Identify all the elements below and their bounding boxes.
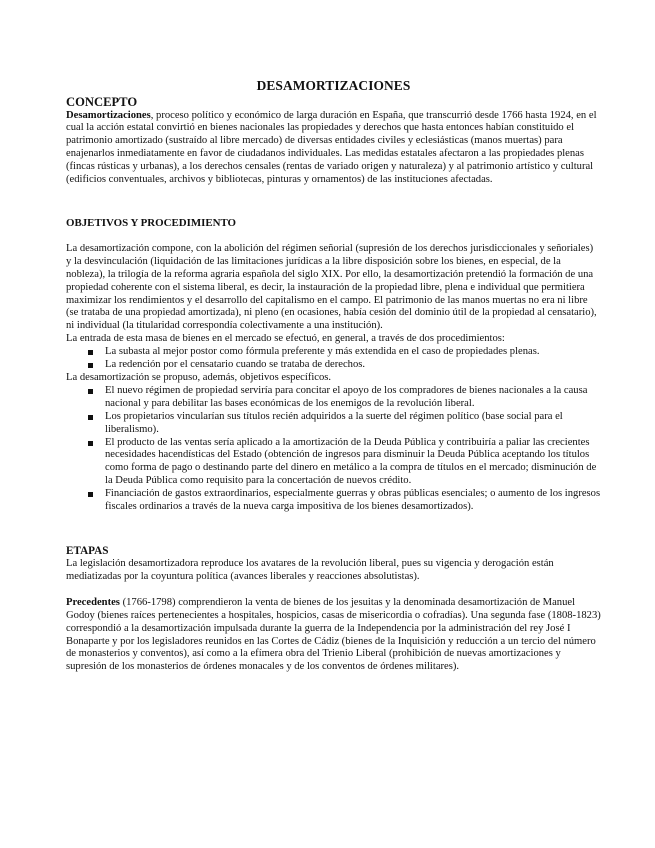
list-item-text: Financiación de gastos extraordinarios, especialmente guerras y obras públicas esenciales; o aumento de los ingresos fiscales ordinarios a través de la nueva carga impositiva de los bienes desamortizados). [105, 488, 601, 513]
list-item [66, 346, 601, 359]
bullet-square-icon [88, 441, 93, 446]
bullet-square-icon [88, 389, 93, 394]
precedentes-term: Precedentes [66, 596, 120, 608]
precedentes-text: (1766-1798) comprendieron la venta de bienes de los jesuitas y la denominada desamortización de Manuel Godoy (bienes raíces pertenecientes a hospitales, hospicios, casas de misericordia o cofradías). Una segunda fase (1808-1823) correspondió a la desamortización impulsada durante la guerra de la Independencia por la administración del rey José I Bonaparte y por los legisladores reunidos en las Cortes de Cádiz (bienes de la Inquisición y reducción a un tercio del número de monasterios y conventos), así como a la efímera obra del Trienio Liberal (prohibición de nuevas amortizaciones y supresión de los monasterios de órdenes monacales y de los conventos de órdenes militares). [66, 596, 601, 673]
concepto-text: , proceso político y económico de larga duración en España, que transcurrió desde 1766 hasta 1924, en el cual la acción estatal convirtió en bienes nacionales las propiedades y derechos que hasta entonces habían constituido el patrimonio amortizado (sustraído al libre mercado) de diversas entidades civiles y eclesiásticas (manos muertas) para enajenarlos inmediatamente en favor de ciudadanos individuales. Las medidas estatales afectaron a las propiedades plenas (fincas rústicas y urbanas), a los derechos censales (rentas de variado origen y naturaleza) y al patrimonio artístico y cultural (edificios conventuales, archivos y bibliotecas, pinturas y ornamentos) de las instituciones afectadas. [66, 109, 597, 186]
list-item-text: La subasta al mejor postor como fórmula preferente y más extendida en el caso de propiedades plenas. [105, 346, 540, 358]
list-item [66, 411, 601, 437]
bullet-square-icon [88, 415, 93, 420]
procedures-list [66, 346, 601, 372]
objetivos-intro-paragraph: La desamortización compone, con la abolición del régimen señorial (supresión de los derechos jurisdiccionales y señoriales) y la desvinculación (liquidación de las limitaciones jurídicas a la libre disposición sobre los bienes, en especial, de la nobleza), la trilogía de la reforma agraria española del siglo XIX. Por ello, la desamortización pretendió la formación de una propiedad coherente con el sistema liberal, es decir, la instauración de la propiedad libre, plena e individual que permitiera maximizar los rendimientos y el desarrollo del capitalismo en el campo. El patrimonio de las manos muertas no era ni libre (se trataba de una propiedad amortizada), ni pleno (en ocasiones, había cesión del dominio útil de la propiedad al censatario), ni individual (la titularidad correspondía colectivamente a una institución). [66, 242, 597, 332]
list-item [66, 359, 601, 372]
document-page [66, 78, 601, 674]
section-heading-concepto: CONCEPTO [66, 95, 138, 109]
document-title: DESAMORTIZACIONES [256, 78, 411, 93]
bullet-square-icon [88, 350, 93, 355]
section-concepto [66, 96, 601, 187]
bullet-square-icon [88, 363, 93, 368]
section-objetivos [66, 217, 601, 514]
objectives-list [66, 385, 601, 514]
list-item [66, 488, 601, 514]
list-item [66, 437, 601, 489]
objectives-intro: La desamortización se propuso, además, objetivos específicos. [66, 372, 332, 383]
list-item-text: El producto de las ventas sería aplicado a la amortización de la Deuda Pública y contribuiría a paliar las crecientes necesidades hacendísticas del Estado (obtención de ingresos para disminuir la Deuda Pública aceptando los títulos como forma de pago o destinando parte del dinero en metálico a la compra de títulos en el mercado; disminución de la Deuda Pública como requisito para la concertación de nuevos crédito. [105, 436, 597, 487]
procedures-intro: La entrada de esta masa de bienes en el mercado se efectuó, en general, a través de dos procedimientos: [66, 333, 505, 345]
bullet-square-icon [88, 492, 93, 497]
list-item-text: El nuevo régimen de propiedad serviría para concitar el apoyo de los compradores de bienes nacionales a la causa nacional y para debilitar las bases económicas de los enemigos de la revolución liberal. [105, 384, 588, 409]
section-etapas [66, 545, 601, 674]
list-item-text: Los propietarios vincularían sus títulos recién adquiridos a la suerte del régimen político (base social para el liberalismo). [105, 410, 563, 435]
list-item [66, 385, 601, 411]
section-heading-objetivos: OBJETIVOS Y PROCEDIMIENTO [66, 216, 237, 229]
list-item-text: La redención por el censatario cuando se trataba de derechos. [105, 359, 366, 371]
etapas-intro-paragraph: La legislación desamortizadora reproduce los avatares de la revolución liberal, pues su vigencia y derogación están mediatizadas por la coyuntura política (avances liberales y reacciones absolutistas). [66, 557, 554, 582]
concepto-term: Desamortizaciones [66, 109, 151, 121]
section-heading-etapas: ETAPAS [66, 544, 109, 557]
concepto-paragraph [66, 110, 601, 187]
precedentes-paragraph [66, 597, 601, 674]
